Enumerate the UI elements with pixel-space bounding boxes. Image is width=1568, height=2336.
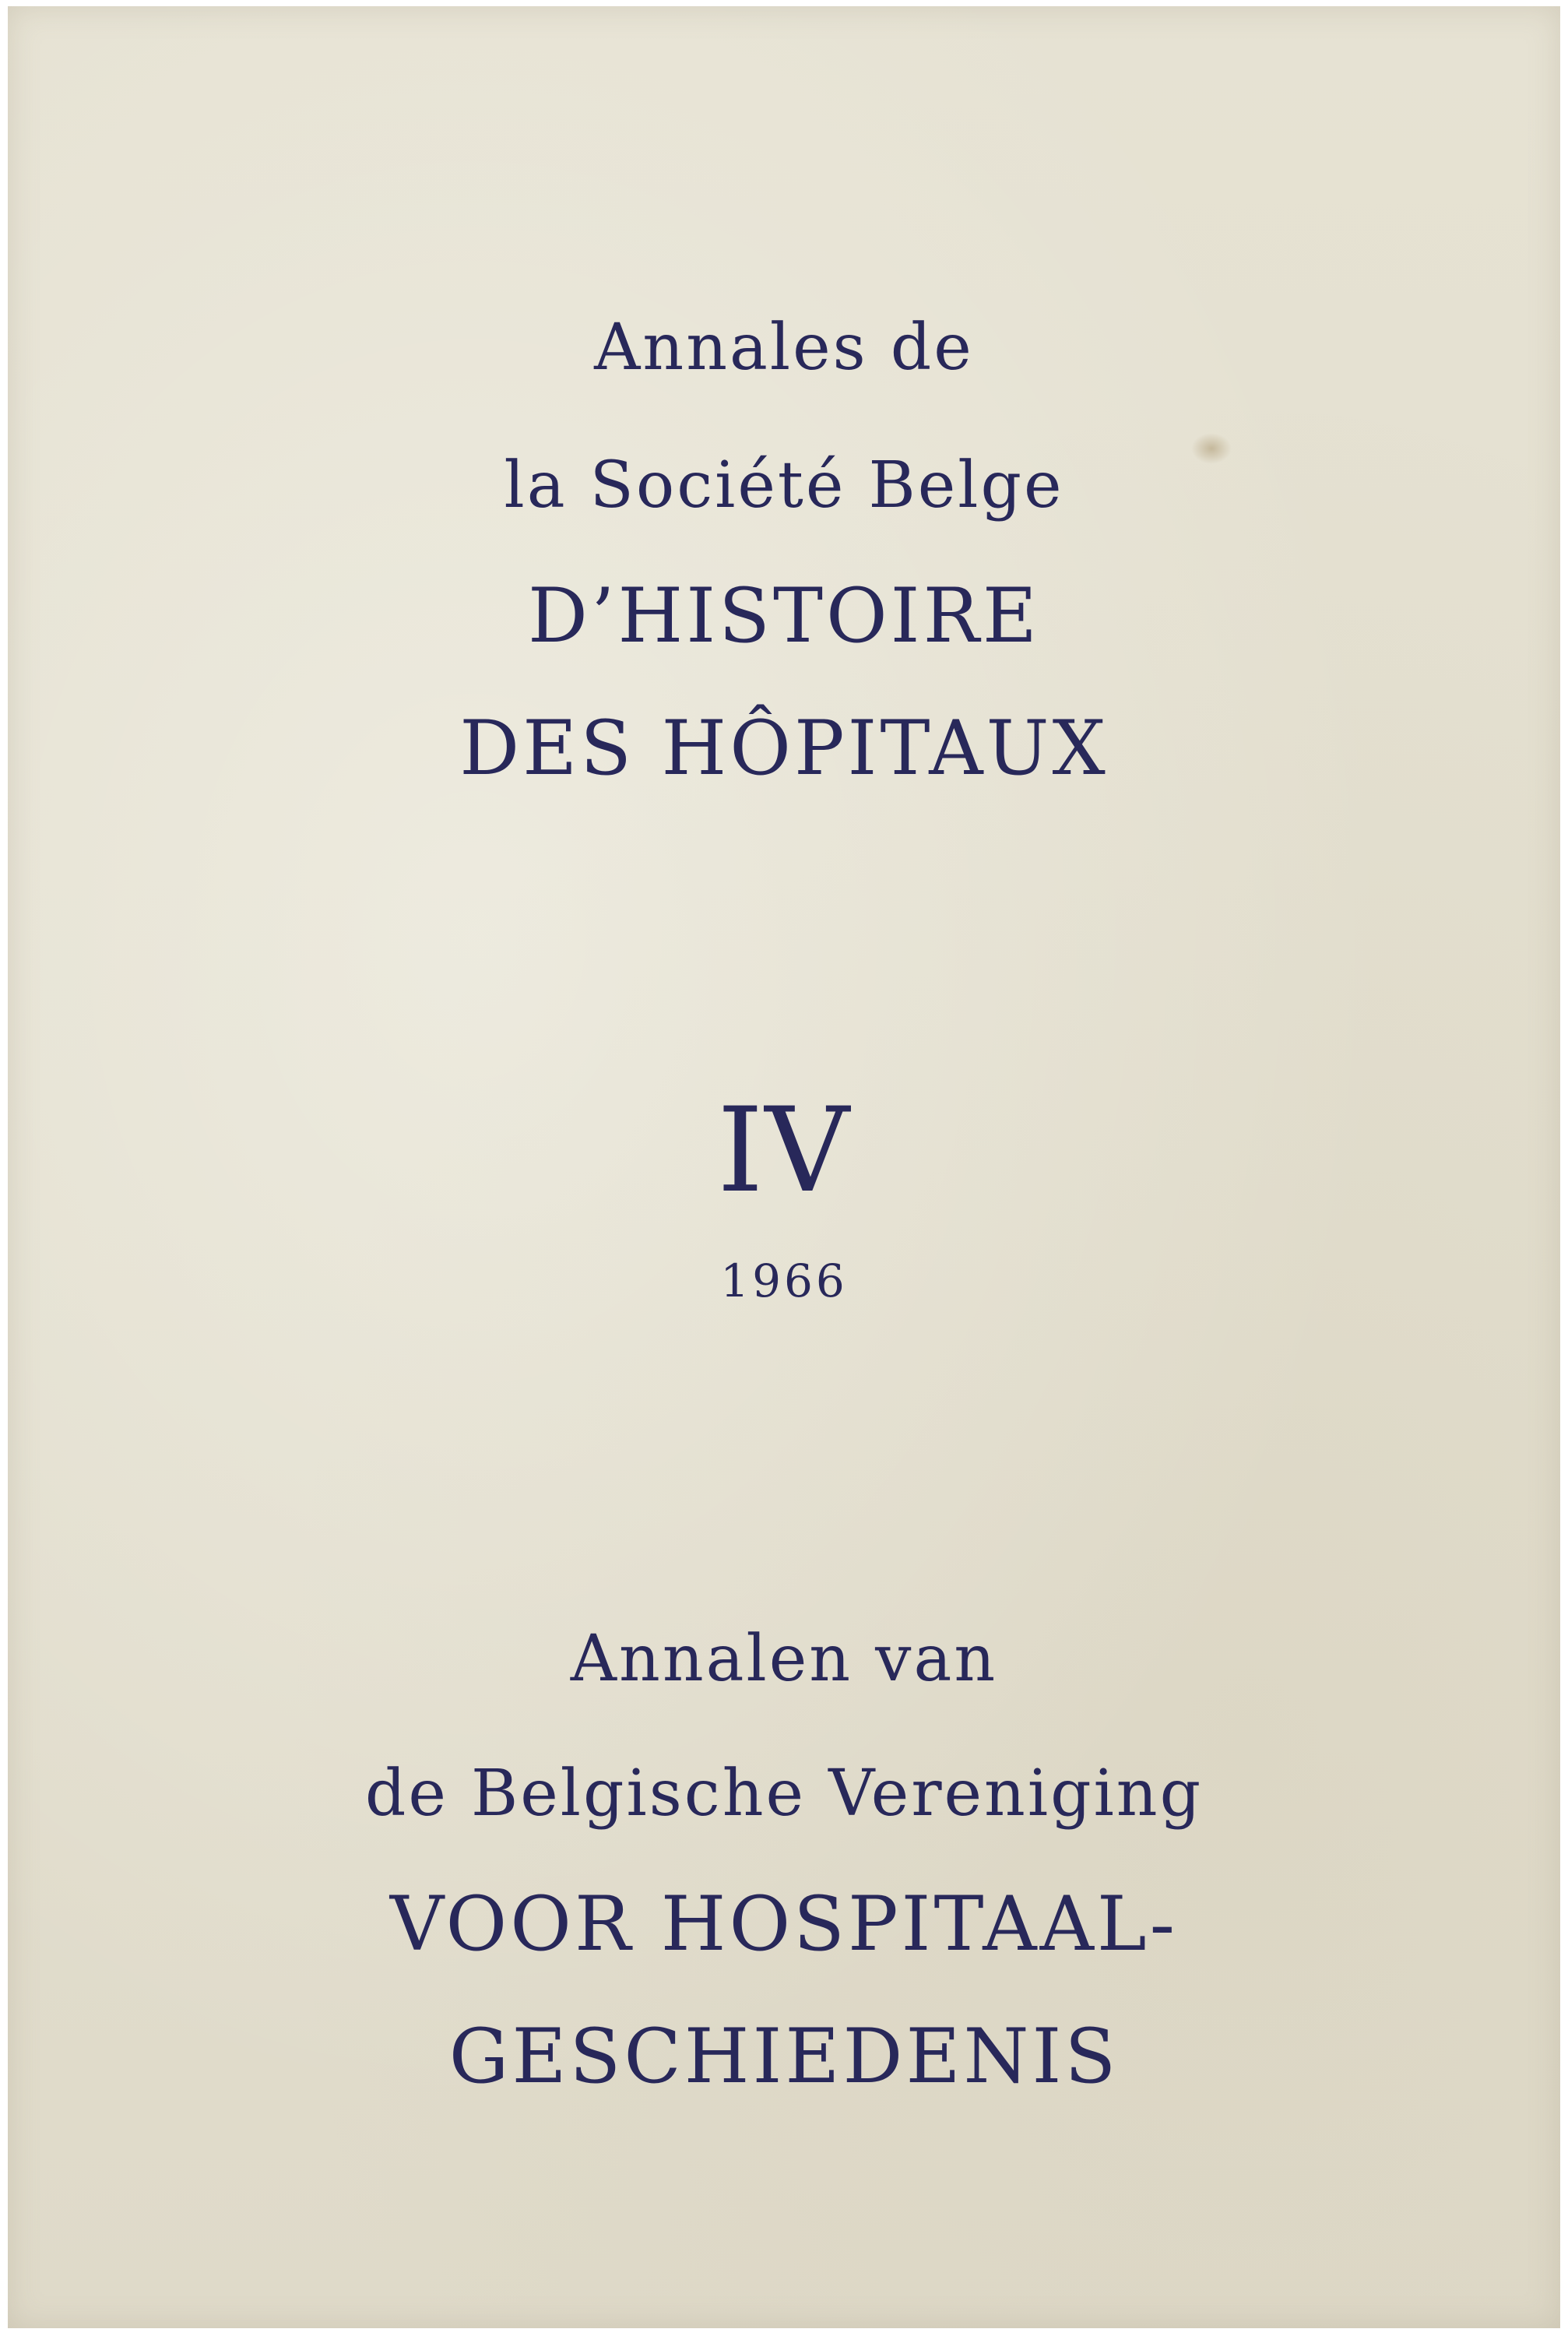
title-page: [8, 6, 1560, 2328]
dutch-title-line-4: GESCHIEDENIS: [448, 2013, 1120, 2100]
french-title-line-4: DES HÔPITAUX: [459, 705, 1109, 792]
dutch-title-line-3: VOOR HOSPITAAL-: [389, 1880, 1179, 1968]
french-title-line-1: Annales de: [594, 311, 974, 385]
french-title-line-3: D’HISTOIRE: [528, 572, 1040, 660]
french-title-line-2: la Société Belge: [504, 449, 1064, 522]
dutch-title-line-2: de Belgische Vereniging: [364, 1757, 1204, 1831]
volume-number: IV: [717, 1083, 851, 1219]
publication-year: 1966: [720, 1254, 848, 1307]
dutch-title-line-1: Annalen van: [570, 1622, 998, 1696]
